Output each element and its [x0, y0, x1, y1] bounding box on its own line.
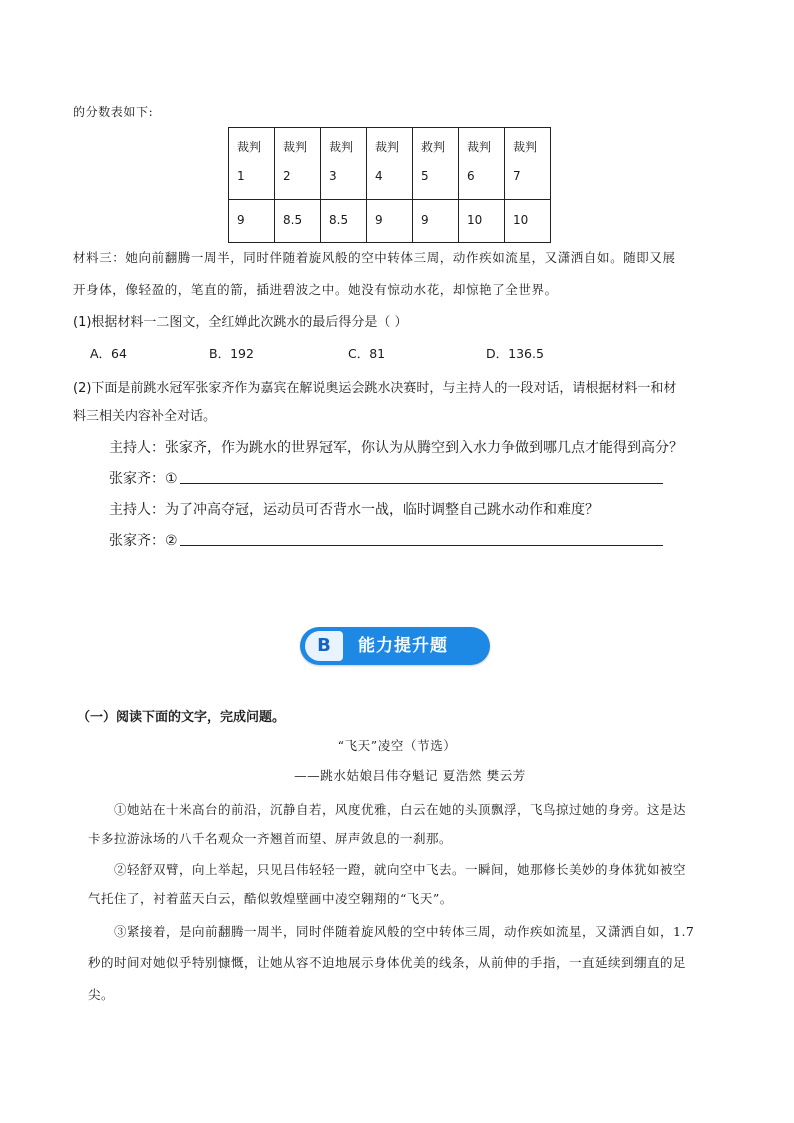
- option-c[interactable]: C．81: [348, 346, 386, 361]
- score-cell: 9: [367, 200, 413, 243]
- score-cell: 8.5: [321, 200, 367, 243]
- guest-label: 张家齐：: [109, 471, 165, 487]
- judge-cell: 裁判 3: [321, 128, 367, 200]
- judge-row: [229, 128, 551, 200]
- question-2-stem-line1: (2)下面是前跳水冠军张家齐作为嘉宾在解说奥运会跳水决赛时，与主持人的一段对话，请根据材料一和材: [73, 381, 677, 396]
- host-question-1: 主持人：张家齐，作为跳水的世界冠军，你认为从腾空到入水力争做到哪几点才能得到高分？: [109, 440, 683, 456]
- article-title: “飞天”凌空（节选）: [337, 738, 457, 753]
- judge-cell: 裁判 7: [505, 128, 551, 200]
- score-cell: 8.5: [275, 200, 321, 243]
- paragraph-1-line1: ①她站在十米高台的前沿，沉静自若，风度优雅，白云在她的头顶飘浮，飞鸟掠过她的身旁。这是达: [114, 802, 687, 817]
- judge-cell: 裁判 6: [459, 128, 505, 200]
- answer-blank-2[interactable]: [180, 545, 663, 546]
- paragraph-2-line1: ②轻舒双臂，向上举起，只见吕伟轻轻一蹬，就向空中飞去。一瞬间，她那修长美妙的身体犹如被空: [114, 862, 687, 877]
- score-cell: 9: [413, 200, 459, 243]
- judge-cell: 裁判 2: [275, 128, 321, 200]
- paragraph-2-line2: 气托住了，衬着蓝天白云，酷似敦煌壁画中凌空翱翔的“飞天”。: [88, 891, 453, 906]
- answer-blank-1[interactable]: [180, 483, 663, 484]
- material3-line1: 材料三：她向前翻腾一周半，同时伴随着旋风般的空中转体三周，动作疾如流星，又潇洒自如。随即又展: [73, 250, 676, 265]
- blank-marker-2: ②: [165, 533, 178, 549]
- section-heading: （一）阅读下面的文字，完成问题。: [77, 710, 286, 725]
- paragraph-3-line3: 尖。: [88, 987, 115, 1002]
- article-byline: ——跳水姑娘吕伟夺魁记 夏浩然 樊云芳: [294, 768, 526, 783]
- option-a[interactable]: A．64: [90, 346, 127, 361]
- paragraph-3-line1: ③紧接着，是向前翻腾一周半，同时伴随着旋风般的空中转体三周，动作疾如流星，又潇洒自如，1.7: [114, 924, 695, 939]
- table-intro: 的分数表如下:: [73, 105, 154, 119]
- score-cell: 9: [229, 200, 275, 243]
- question-2-stem-line2: 料三相关内容补全对话。: [73, 409, 217, 424]
- score-row: [229, 200, 551, 243]
- judge-cell: 裁判 1: [229, 128, 275, 200]
- score-cell: 10: [459, 200, 505, 243]
- section-banner: [300, 627, 490, 665]
- blank-marker-1: ①: [165, 471, 178, 487]
- banner-letter: B: [305, 631, 343, 661]
- judge-cell: 救判 5: [413, 128, 459, 200]
- guest-answer-2: [109, 530, 178, 550]
- score-table: [228, 127, 551, 243]
- host-question-2: 主持人：为了冲高夺冠，运动员可否背水一战，临时调整自己跳水动作和难度？: [109, 502, 599, 518]
- paragraph-3-line2: 秒的时间对她似乎特别慷慨，让她从容不迫地展示身体优美的线条，从前伸的手指，一直延续到绷直的足: [88, 955, 687, 970]
- material3-line2: 开身体，像轻盈的，笔直的箭，插进碧波之中。她没有惊动水花，却惊艳了全世界。: [73, 282, 558, 297]
- guest-label: 张家齐：: [109, 533, 165, 549]
- paragraph-1-line2: 卡多拉游泳场的八千名观众一齐翘首而望、屏声敛息的一刹那。: [88, 831, 453, 846]
- score-cell: 10: [505, 200, 551, 243]
- judge-cell: 裁判 4: [367, 128, 413, 200]
- option-b[interactable]: B．192: [209, 346, 254, 361]
- guest-answer-1: [109, 468, 178, 488]
- banner-title: 能力提升题: [358, 636, 448, 656]
- question-1-stem: (1)根据材料一二图文，全红婵此次跳水的最后得分是（ ）: [73, 315, 408, 330]
- option-d[interactable]: D．136.5: [486, 346, 544, 361]
